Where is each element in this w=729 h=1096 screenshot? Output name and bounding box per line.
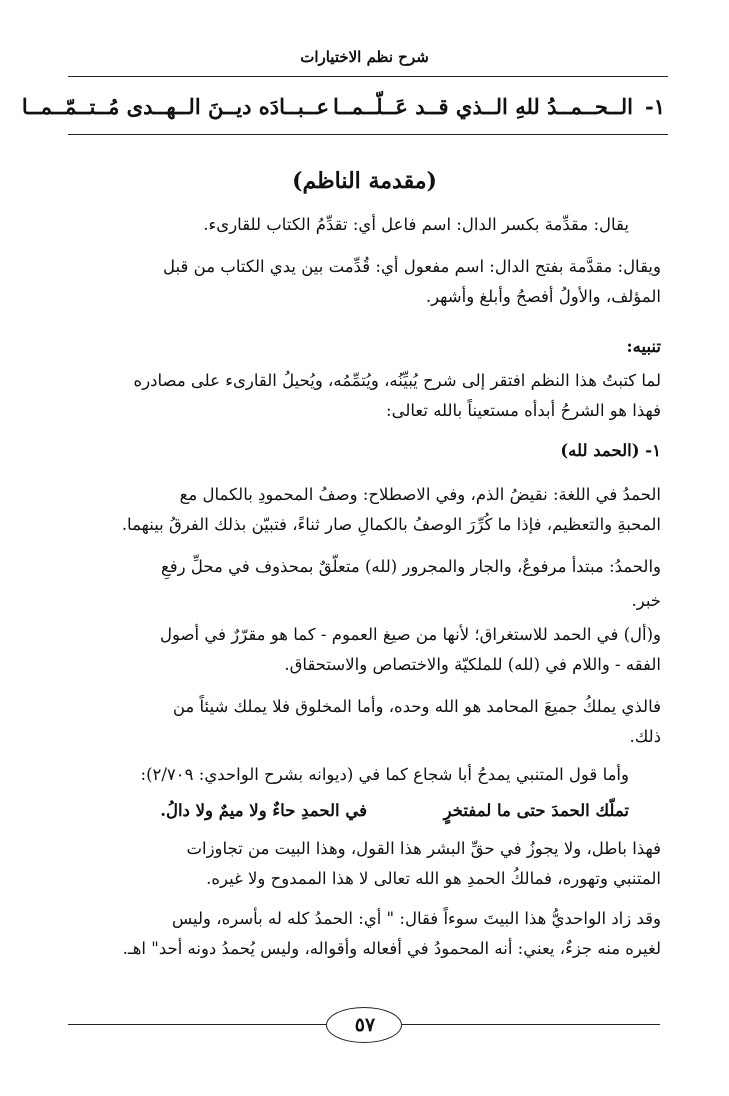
notice-heading: تنبيه: [626,337,661,356]
text-line: فالذي يملكُ جميعَ المحامد هو الله وحده، وأما المخلوق فلا يملك شيئاً من [172,697,661,716]
text-line: خبر. [631,591,661,610]
running-header-title: شرح نظم الاختيارات [300,48,429,66]
page-number-badge [326,1007,402,1043]
text-line: المحبةِ والتعظيم، فإذا ما كُرِّرَ الوصفُ بالكمالِ صار ثناءً، فتبيّن بذلك الفرقُ بينهما. [121,515,661,534]
footer-rule-right [402,1024,660,1025]
poem-second-hemistich: في الحمدِ حاءٌ ولا ميمٌ ولا دالُ. [160,801,367,820]
page-number: ٥٧ [354,1014,376,1036]
verse-rule [68,134,668,135]
poem-first-hemistich: تملّك الحمدَ حتى ما لمفتخرٍ [443,801,629,820]
text-line: والحمدُ: مبتدأ مرفوعٌ، والجار والمجرور (لله) متعلّقٌ بمحذوف في محلِّ رفعِ [160,557,661,576]
text-line: فهذا هو الشرحُ أبدأه مستعيناً بالله تعالى: [386,401,661,420]
text-line: المتنبي وتهوره، فمالكُ الحمدِ هو الله تعالى لا هذا الممدوح ولا غيره. [206,869,661,888]
text-line: المؤلف، والأولُ أفصحُ وأبلغ وأشهر. [425,287,661,306]
text-line: فهذا باطل، ولا يجوزُ في حقِّ البشر هذا القول، وهذا البيت من تجاوزات [186,839,661,858]
text-line: لغيره منه جزءٌ، يعني: أنه المحمودُ في أفعاله وأقواله، وليس يُحمدُ دونه أحد" اهـ. [122,939,661,958]
text-line: ذلك. [629,727,661,746]
verse-second-hemistich: عــبــادَه ديــنَ الــهــدى مُــتــمّــمــا [21,94,329,119]
text-line: الحمدُ في اللغة: نقيضُ الذم، وفي الاصطلاح: وصفُ المحمودِ بالكمال مع [179,485,661,504]
footer-rule-left [68,1024,326,1025]
text-line: الفقه - واللام في (لله) للملكيّة والاختصاص والاستحقاق. [284,655,661,674]
text-line: و(أل) في الحمد للاستغراق؛ لأنها من صيغ العموم - كما هو مقرّرٌ في أصول [160,625,661,644]
verse-first-hemistich: الــحــمــدُ للهِ الــذي قــد عَــلّــمــا [332,94,633,119]
header-rule [68,76,668,77]
text-line: وأما قول المتنبي يمدحُ أبا شجاع كما في (ديوانه بشرح الواحدي: ٢/٧٠٩): [140,765,629,784]
text-line: ويقال: مقدَّمة بفتح الدال: اسم مفعول أي: قُدِّمت بين يدي الكتاب من قبل [163,257,661,276]
verse-number: ١- [645,94,665,119]
text-line: لما كتبتُ هذا النظم افتقر إلى شرح يُبيِّنُه، ويُتمِّمُه، ويُحيلُ القارىء على مصادره [133,371,661,390]
text-line: وقد زاد الواحديُّ هذا البيتَ سوءاً فقال: " أي: الحمدُ كله له بأسره، وليس [172,909,661,928]
section-title: (مقدمة الناظم) [292,168,437,194]
subsection-heading: ١- (الحمد لله) [560,441,661,460]
text-line: يقال: مقدِّمة بكسر الدال: اسم فاعل أي: تقدِّمُ الكتاب للقارىء. [203,215,629,234]
